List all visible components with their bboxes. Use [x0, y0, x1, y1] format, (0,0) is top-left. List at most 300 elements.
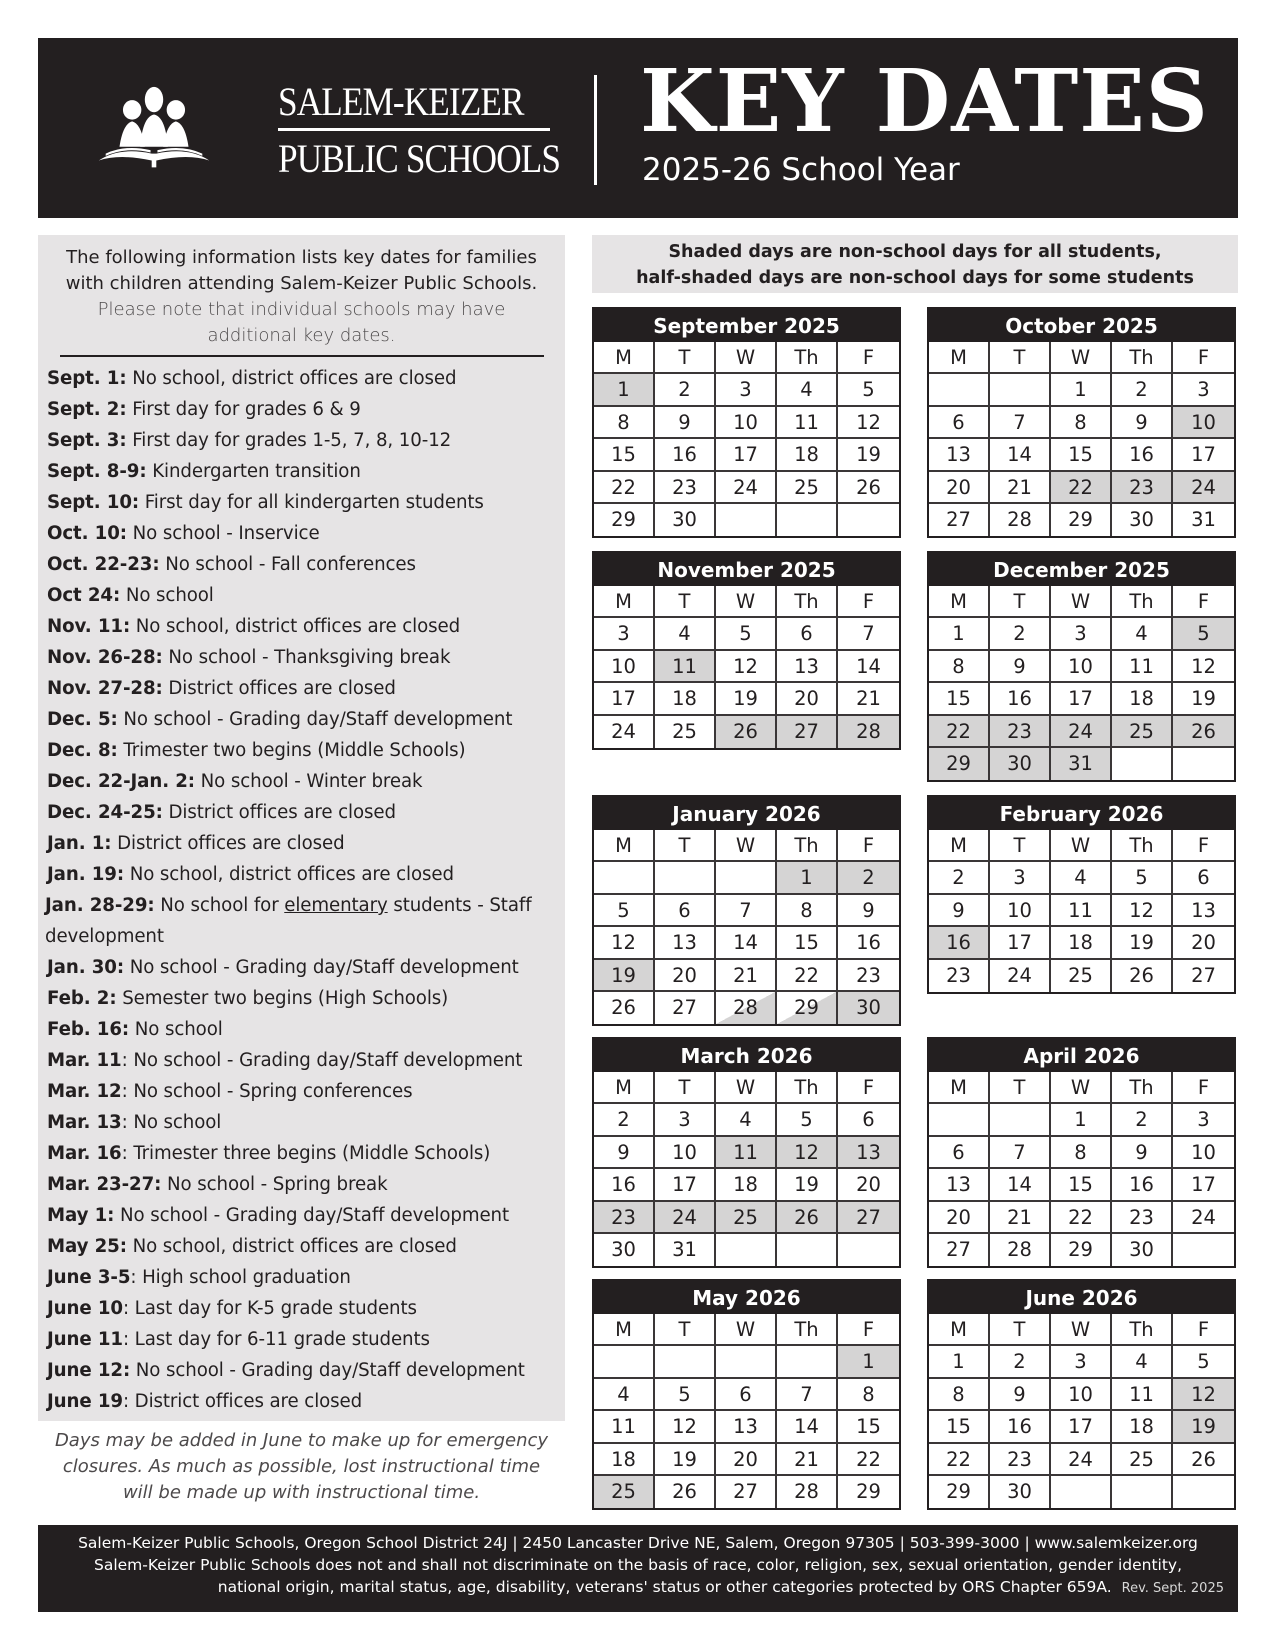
non-school-day-cell: 16 [929, 927, 990, 959]
day-cell: 4 [1051, 862, 1112, 894]
key-date-text: District offices are closed [111, 833, 345, 854]
weekday-header: F [838, 1072, 899, 1104]
day-cell: 3 [716, 374, 777, 406]
key-date-label: Jan. 30: [47, 957, 125, 978]
month-title: September 2025 [594, 309, 899, 342]
non-school-day-cell: 11 [716, 1137, 777, 1169]
day-cell: 15 [838, 1411, 899, 1443]
day-cell: 3 [990, 862, 1051, 894]
key-date-text: students - Staff development [45, 895, 532, 947]
org-name-line2: PUBLIC SCHOOLS [278, 136, 561, 181]
day-cell: 19 [777, 1169, 838, 1201]
weekday-header: W [1051, 586, 1112, 618]
day-cell: 15 [1051, 439, 1112, 471]
day-cell: 25 [1051, 960, 1112, 992]
month-calendar [927, 1037, 1236, 1268]
day-cell: 11 [777, 407, 838, 439]
empty-day-cell [838, 504, 899, 536]
key-date-label: Dec. 24-25: [47, 802, 163, 823]
day-cell: 10 [655, 1137, 716, 1169]
key-date-label: Mar. 23-27: [47, 1174, 162, 1195]
day-cell: 27 [929, 1234, 990, 1266]
weekday-header: Th [1112, 342, 1173, 374]
month-grid [594, 342, 899, 536]
month-title: December 2025 [929, 553, 1234, 586]
key-date-item [47, 363, 557, 394]
non-school-day-cell: 25 [1112, 716, 1173, 748]
weekday-header: T [655, 1314, 716, 1346]
weekday-header: F [1173, 342, 1234, 374]
weekday-header: M [929, 830, 990, 862]
legend-line: Shaded days are non-school days for all students, [668, 242, 1162, 262]
day-cell: 12 [716, 651, 777, 683]
intro-line: additional key dates. [207, 325, 396, 346]
day-cell: 27 [1191, 963, 1216, 987]
day-cell: 21 [990, 472, 1051, 504]
day-cell: 23 [655, 472, 716, 504]
day-cell: 26 [1173, 1444, 1234, 1476]
day-cell: 20 [929, 1202, 990, 1234]
day-cell: 9 [1112, 407, 1173, 439]
shading-legend [592, 235, 1238, 293]
key-date-label: June 12: [47, 1360, 131, 1381]
key-date-label: May 1: [47, 1205, 115, 1226]
non-school-day-cell: 24 [655, 1202, 716, 1234]
key-date-item [47, 1076, 557, 1107]
key-date-item [47, 487, 557, 518]
month-title: April 2026 [929, 1039, 1234, 1072]
day-cell: 27 [929, 504, 990, 536]
non-school-day-cell: 5 [1173, 618, 1234, 650]
day-cell: 23 [929, 960, 990, 992]
day-cell: 9 [990, 651, 1051, 683]
month-grid [594, 830, 899, 1024]
footer [38, 1525, 1238, 1612]
month-title: October 2025 [929, 309, 1234, 342]
day-cell: 17 [594, 683, 655, 715]
key-date-item [47, 611, 557, 642]
day-cell: 10 [1173, 1137, 1234, 1169]
day-cell: 23 [990, 1444, 1051, 1476]
month-title: May 2026 [594, 1281, 899, 1314]
empty-day-cell [777, 504, 838, 536]
day-cell: 1 [1051, 374, 1112, 406]
day-cell: 15 [777, 927, 838, 959]
weekday-header: W [716, 1072, 777, 1104]
day-cell: 12 [1112, 895, 1173, 927]
weekday-header: F [1173, 830, 1234, 862]
non-school-day-cell: 22 [1051, 472, 1112, 504]
month-calendar [927, 551, 1236, 782]
key-date-item [47, 797, 557, 828]
key-date-text: First day for grades 1-5, 7, 8, 10-12 [126, 430, 452, 451]
empty-day-cell [777, 1234, 838, 1266]
key-date-item [47, 1045, 557, 1076]
day-cell: 9 [929, 895, 990, 927]
key-date-text: Semester two begins (High Schools) [116, 988, 449, 1009]
day-cell: 19 [838, 439, 899, 471]
day-cell: 26 [655, 1476, 716, 1508]
day-cell: 10 [1051, 1379, 1112, 1411]
key-date-label: Dec. 5: [47, 709, 118, 730]
weekday-header: Th [777, 1072, 838, 1104]
non-school-day-cell: 22 [929, 716, 990, 748]
non-school-day-cell: 13 [838, 1137, 899, 1169]
day-cell: 7 [990, 1137, 1051, 1169]
non-school-day-cell: 19 [1173, 1411, 1234, 1443]
intro-text [38, 235, 565, 349]
weekday-header: W [716, 342, 777, 374]
empty-day-cell [1112, 748, 1173, 780]
key-date-text: No school, district offices are closed [126, 368, 457, 389]
day-cell: 4 [1112, 618, 1173, 650]
month-grid [594, 586, 899, 748]
day-cell: 8 [929, 1379, 990, 1411]
key-date-label: Jan. 28-29: [45, 895, 155, 916]
day-cell: 15 [929, 1411, 990, 1443]
key-date-text: No school, district offices are closed [126, 1236, 457, 1257]
non-school-day-cell: 2 [838, 862, 899, 894]
day-cell: 19 [716, 683, 777, 715]
empty-day-cell [1051, 1476, 1112, 1508]
day-cell: 18 [594, 1444, 655, 1476]
non-school-day-cell: 27 [777, 716, 838, 748]
key-date-item [47, 1355, 557, 1386]
key-date-text: No school - Grading day/Staff development [114, 1205, 509, 1226]
day-cell: 6 [716, 1379, 777, 1411]
day-cell: 3 [1173, 1104, 1234, 1136]
weekday-header: M [929, 1072, 990, 1104]
key-date-text: No school - Grading day/Staff development [130, 1360, 525, 1381]
key-date-item [47, 549, 557, 580]
day-cell: 1 [1051, 1104, 1112, 1136]
weekday-header: T [655, 830, 716, 862]
day-cell: 4 [655, 618, 716, 650]
footer-line3: national origin, marital status, age, disability, veterans' status or other categories protected by ORS Chapter 659A. [217, 1578, 1112, 1596]
day-cell: 7 [990, 407, 1051, 439]
key-date-text: Trimester two begins (Middle Schools) [117, 740, 466, 761]
weekday-header: Th [1112, 1314, 1173, 1346]
empty-day-cell [716, 1234, 777, 1266]
key-date-label: Sept. 2: [47, 399, 127, 420]
day-cell: 11 [1112, 651, 1173, 683]
day-cell: 16 [990, 1411, 1051, 1443]
month-grid [594, 1314, 899, 1508]
day-cell: 25 [1112, 1444, 1173, 1476]
day-cell: 5 [1173, 1346, 1234, 1378]
day-cell: 28 [990, 504, 1051, 536]
key-date-item [47, 1107, 557, 1138]
day-cell: 15 [929, 683, 990, 715]
day-cell: 17 [1173, 439, 1234, 471]
day-cell: 18 [1051, 927, 1112, 959]
weekday-header: Th [1112, 830, 1173, 862]
non-school-day-cell: 29 [929, 748, 990, 780]
key-date-text: No school for [154, 895, 285, 916]
day-cell: 4 [1112, 1346, 1173, 1378]
day-cell: 3 [594, 618, 655, 650]
day-cell: 13 [716, 1411, 777, 1443]
non-school-day-cell: 30 [990, 748, 1051, 780]
day-cell: 13 [777, 651, 838, 683]
day-cell: 2 [1112, 1104, 1173, 1136]
weekday-header: F [1173, 586, 1234, 618]
weekday-header: M [594, 830, 655, 862]
weekday-header: Th [1112, 1072, 1173, 1104]
key-date-label: Feb. 2: [47, 988, 117, 1009]
day-cell: 8 [838, 1379, 899, 1411]
day-cell: 3 [1051, 1346, 1112, 1378]
day-cell: 21 [716, 960, 777, 992]
key-date-label: Feb. 16: [47, 1019, 130, 1040]
day-cell: 1 [929, 1346, 990, 1378]
non-school-day-cell: 31 [1051, 748, 1112, 780]
day-cell: 17 [716, 439, 777, 471]
key-date-label: Jan. 1: [47, 833, 112, 854]
non-school-day-cell: 26 [716, 716, 777, 748]
key-date-text: No school - Thanksgiving break [162, 647, 451, 668]
weekday-header: T [990, 1314, 1051, 1346]
day-cell: 26 [594, 992, 655, 1024]
month-grid [929, 1314, 1234, 1508]
non-school-day-cell: 24 [1051, 716, 1112, 748]
key-date-text: : No school [121, 1112, 222, 1133]
day-cell: 11 [1051, 895, 1112, 927]
empty-day-cell [1173, 1234, 1234, 1266]
non-school-day-cell: 12 [777, 1137, 838, 1169]
key-date-item [47, 828, 557, 859]
month-calendar [927, 795, 1236, 994]
key-date-text: District offices are closed [162, 802, 396, 823]
day-cell: 14 [990, 1169, 1051, 1201]
weekday-header: M [929, 1314, 990, 1346]
weekday-header: F [838, 1314, 899, 1346]
partial-non-school-day-cell: 28 [716, 992, 777, 1024]
day-cell: 8 [777, 895, 838, 927]
day-cell: 4 [716, 1104, 777, 1136]
weekday-header: M [594, 342, 655, 374]
day-cell: 17 [655, 1169, 716, 1201]
day-cell: 10 [1051, 651, 1112, 683]
key-date-label: Oct 24: [47, 585, 121, 606]
key-date-item [47, 456, 557, 487]
day-cell: 6 [655, 895, 716, 927]
day-cell: 2 [594, 1104, 655, 1136]
month-calendar [592, 551, 901, 750]
key-date-text: : Last day for K-5 grade students [122, 1298, 417, 1319]
month-grid [929, 830, 1234, 992]
day-cell: 3 [1051, 618, 1112, 650]
day-cell: 30 [1112, 1234, 1173, 1266]
day-cell: 5 [716, 618, 777, 650]
weekday-header: W [716, 586, 777, 618]
note-line: closures. As much as possible, lost instructional time [62, 1456, 541, 1477]
key-date-label: Nov. 11: [47, 616, 131, 637]
month-grid [929, 1072, 1234, 1266]
day-cell: 4 [777, 374, 838, 406]
day-cell: 23 [1112, 1202, 1173, 1234]
day-cell: 6 [929, 407, 990, 439]
empty-day-cell [777, 1346, 838, 1378]
key-date-label: Oct. 22-23: [47, 554, 160, 575]
key-date-text: No school - Winter break [194, 771, 423, 792]
day-cell: 16 [1112, 439, 1173, 471]
key-date-label: Dec. 8: [47, 740, 118, 761]
key-date-item [47, 952, 557, 983]
key-date-text: No school [120, 585, 214, 606]
day-cell: 1 [929, 618, 990, 650]
key-date-text: No school - Grading day/Staff development [117, 709, 513, 730]
day-cell: 9 [838, 895, 899, 927]
key-date-text: No school [129, 1019, 223, 1040]
day-cell: 2 [929, 862, 990, 894]
weekday-header: F [1173, 1314, 1234, 1346]
day-cell: 6 [777, 618, 838, 650]
day-cell: 20 [1173, 927, 1234, 959]
people-reading-book-icon [80, 80, 228, 172]
key-date-label: Oct. 10: [47, 523, 127, 544]
day-cell: 18 [655, 683, 716, 715]
day-cell: 18 [716, 1169, 777, 1201]
day-cell: 8 [594, 407, 655, 439]
non-school-day-cell: 10 [1173, 407, 1234, 439]
key-date-text: : High school graduation [130, 1267, 351, 1288]
key-date-label: June 10 [47, 1298, 123, 1319]
day-cell: 28 [777, 1476, 838, 1508]
day-cell: 20 [777, 683, 838, 715]
day-cell: 21 [838, 683, 899, 715]
day-cell: 22 [838, 1444, 899, 1476]
weekday-header: F [838, 342, 899, 374]
day-cell: 9 [594, 1137, 655, 1169]
key-date-label: Mar. 12 [47, 1081, 122, 1102]
key-date-item [47, 673, 557, 704]
non-school-day-cell: 1 [838, 1346, 899, 1378]
day-cell: 20 [716, 1444, 777, 1476]
day-cell: 8 [1051, 1137, 1112, 1169]
day-cell: 2 [990, 1346, 1051, 1378]
footer-nondiscrimination: Salem-Keizer Public Schools does not and shall not discriminate on the basis of race, color, religion, sex, sexual orientation, gender identity, [93, 1556, 1183, 1574]
day-cell: 7 [777, 1379, 838, 1411]
day-cell: 16 [838, 927, 899, 959]
key-date-text: No school - Spring break [161, 1174, 388, 1195]
day-cell: 16 [1112, 1169, 1173, 1201]
non-school-day-cell: 26 [1173, 716, 1234, 748]
non-school-day-cell: 11 [655, 651, 716, 683]
empty-day-cell [990, 374, 1051, 406]
logo-rule [278, 128, 550, 131]
non-school-day-cell: 30 [838, 992, 899, 1024]
month-grid [929, 342, 1234, 536]
empty-day-cell [929, 1104, 990, 1136]
key-date-label: Sept. 8-9: [47, 461, 147, 482]
month-calendar [927, 307, 1236, 538]
key-date-label: June 3-5 [47, 1267, 131, 1288]
day-cell: 21 [990, 1202, 1051, 1234]
day-cell: 24 [990, 960, 1051, 992]
day-cell: 15 [1051, 1169, 1112, 1201]
weekday-header: F [838, 830, 899, 862]
month-grid [594, 1072, 899, 1266]
key-date-label: June 11 [47, 1329, 123, 1350]
weekday-header: M [594, 1314, 655, 1346]
day-cell: 17 [1051, 1411, 1112, 1443]
day-cell: 14 [716, 927, 777, 959]
empty-day-cell [594, 1346, 655, 1378]
footer-nondiscrimination-cont [38, 1576, 1238, 1600]
key-date-item [47, 735, 557, 766]
key-date-item [47, 1293, 557, 1324]
day-cell: 8 [1051, 407, 1112, 439]
key-date-text: : Last day for 6-11 grade students [122, 1329, 430, 1350]
weekday-header: M [929, 586, 990, 618]
non-school-day-cell: 28 [838, 716, 899, 748]
non-school-day-cell: 1 [594, 374, 655, 406]
day-cell: 31 [655, 1234, 716, 1266]
day-cell: 25 [655, 716, 716, 748]
key-date-text: No school - Fall conferences [159, 554, 416, 575]
day-cell: 25 [777, 472, 838, 504]
day-cell: 30 [594, 1234, 655, 1266]
weekday-header: W [1051, 1072, 1112, 1104]
day-cell: 20 [929, 472, 990, 504]
day-cell: 4 [594, 1379, 655, 1411]
day-cell: 13 [1173, 895, 1234, 927]
key-date-label: Mar. 13 [47, 1112, 122, 1133]
day-cell: 6 [1173, 862, 1234, 894]
key-date-text: : No school - Spring conferences [121, 1081, 413, 1102]
weekday-header: M [594, 1072, 655, 1104]
key-date-label: Mar. 11 [47, 1050, 122, 1071]
day-cell: 9 [655, 407, 716, 439]
day-cell: 3 [655, 1104, 716, 1136]
key-date-item [47, 704, 557, 735]
day-cell: 2 [990, 618, 1051, 650]
month-title: November 2025 [594, 553, 899, 586]
key-date-text: First day for grades 6 & 9 [126, 399, 361, 420]
empty-day-cell [929, 374, 990, 406]
day-cell: 14 [838, 651, 899, 683]
key-date-item [47, 1014, 557, 1045]
month-calendar [927, 1279, 1236, 1510]
intro-divider [60, 355, 544, 357]
day-cell: 21 [777, 1444, 838, 1476]
key-date-text: No school, district offices are closed [124, 864, 454, 885]
key-date-label: Nov. 27-28: [47, 678, 163, 699]
key-date-label: June 19 [47, 1391, 123, 1412]
header-banner [38, 38, 1238, 218]
day-cell: 29 [1051, 504, 1112, 536]
day-cell: 24 [594, 716, 655, 748]
weekday-header: F [838, 586, 899, 618]
key-dates-panel [38, 235, 565, 1421]
day-cell: 14 [990, 439, 1051, 471]
day-cell: 18 [1112, 1411, 1173, 1443]
key-date-item [47, 766, 557, 797]
revision-date: Rev. Sept. 2025 [1121, 1581, 1224, 1596]
key-date-item [47, 425, 557, 456]
day-cell: 28 [990, 1234, 1051, 1266]
day-cell: 12 [594, 927, 655, 959]
day-cell: 6 [929, 1137, 990, 1169]
weekday-header: T [655, 1072, 716, 1104]
weekday-header: M [594, 586, 655, 618]
day-cell: 5 [1112, 862, 1173, 894]
day-cell: 3 [1173, 374, 1234, 406]
day-cell: 7 [716, 895, 777, 927]
key-date-item [47, 1200, 557, 1231]
day-cell: 16 [594, 1169, 655, 1201]
